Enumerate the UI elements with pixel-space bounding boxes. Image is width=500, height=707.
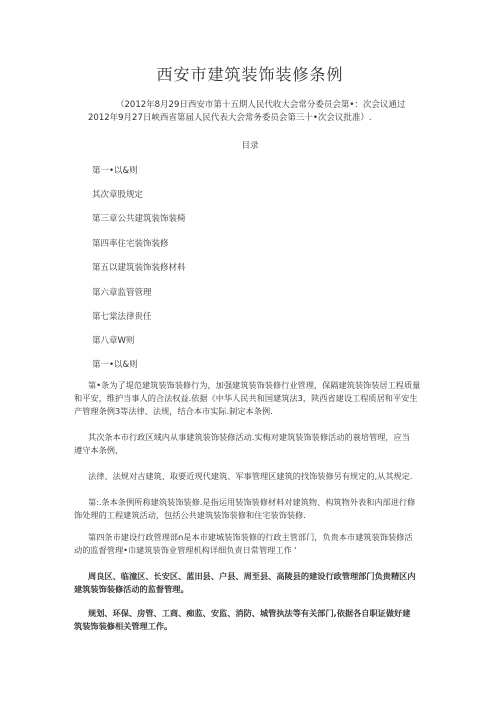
paragraph-line: 和平安，维护当事人的合法权益.依据《中华人民共和国建筑法3，陕西省建设工程质居和平安生 (74, 393, 418, 403)
toc-heading: 目录 (241, 141, 259, 151)
toc-item: 第五以建筑装饰装修材料 (92, 263, 186, 273)
subtitle-line: （2012年8月29日西安市第十五期人民代收大会常分委员会第•：次会议通过 (116, 100, 406, 110)
toc-item: 第一•以&则 (92, 166, 138, 176)
paragraph-line: 动的监督管理•巾建筑装饰业管理机构详细负责日常管理工作 ‘ (74, 545, 297, 555)
paragraph-article-1 (74, 379, 434, 418)
paragraph-line: 第:.条本条例所称建筑装饰装修.是指运用装饰装修材料对建筑物、构筑物外表和内部进行修 (88, 497, 416, 507)
toc-item: 第八章W则 (92, 336, 135, 346)
paragraph-line: 法律、法规对古建筑、取要近现代建筑、军事管理区建筑的找饰装修另有规定的,从其规定. (88, 471, 413, 481)
paragraph-line: 筑装饰装修相关管理工作。 (74, 621, 173, 631)
document-subtitle (88, 99, 428, 125)
paragraph-article-3 (74, 496, 434, 522)
toc-item: 第六章监管管理 (92, 288, 152, 298)
paragraph-line: 第•条为了堤范建筑装饰装修行为，加强建筑装饰装修行业管理，保隔建筑装饰装居工程质量 (88, 380, 421, 390)
paragraph-line: 遵守本条例， (74, 445, 124, 455)
toc-item: 第四率住宅装饰装修 (92, 239, 169, 249)
paragraph-line: 第四条市建设行政管理部n是本市建城装饰装修的行政主管部门，负贵本市建筑装饰装修活 (88, 532, 413, 542)
paragraph-line: 饰处理的工程建筑活动，包括公共建筑装饰装修和住宅装饰装修. (74, 510, 306, 520)
toc-item: 第七棠法律贵任 (92, 312, 152, 322)
toc-item: 第一•以&则 (92, 360, 138, 370)
paragraph-line: 周良区、临潼区、长安区、蓝田县、户县、周至县、高陵县的建设行政管理部门负贵精区内 (88, 571, 416, 581)
paragraph-article-4-districts (74, 570, 434, 596)
paragraph-line: 建筑装饰装修活动的监督管理。 (74, 584, 189, 594)
paragraph-line: 规划、环保、房管、工商、痴监、安监、消防、城管执法等有关部门,依据各自职证做好建 (88, 608, 411, 618)
paragraph-article-4 (74, 531, 434, 557)
paragraph-article-4-departments (74, 607, 434, 633)
toc-item: 第三章公共建筑装饰装椅 (92, 214, 186, 224)
document-title: 西安市建筑装饰装修条例 (156, 65, 344, 84)
paragraph-line: 产管理条例3等法律、法规，结合本市实际.制定本条例. (74, 406, 273, 416)
paragraph-article-2 (74, 431, 434, 457)
paragraph-line: 其次条本市行政区域内从事建筑装饰装修活动.实梅对建筑装饰装修活动的蓑培管理，应当 (88, 432, 410, 442)
toc-item: 其次章股规定 (92, 190, 144, 200)
paragraph-article-2-note (74, 470, 434, 483)
subtitle-line: 2012年9月27日峡西省第届人民代表大会常务委员会第三十•次会议批准）. (88, 113, 372, 123)
